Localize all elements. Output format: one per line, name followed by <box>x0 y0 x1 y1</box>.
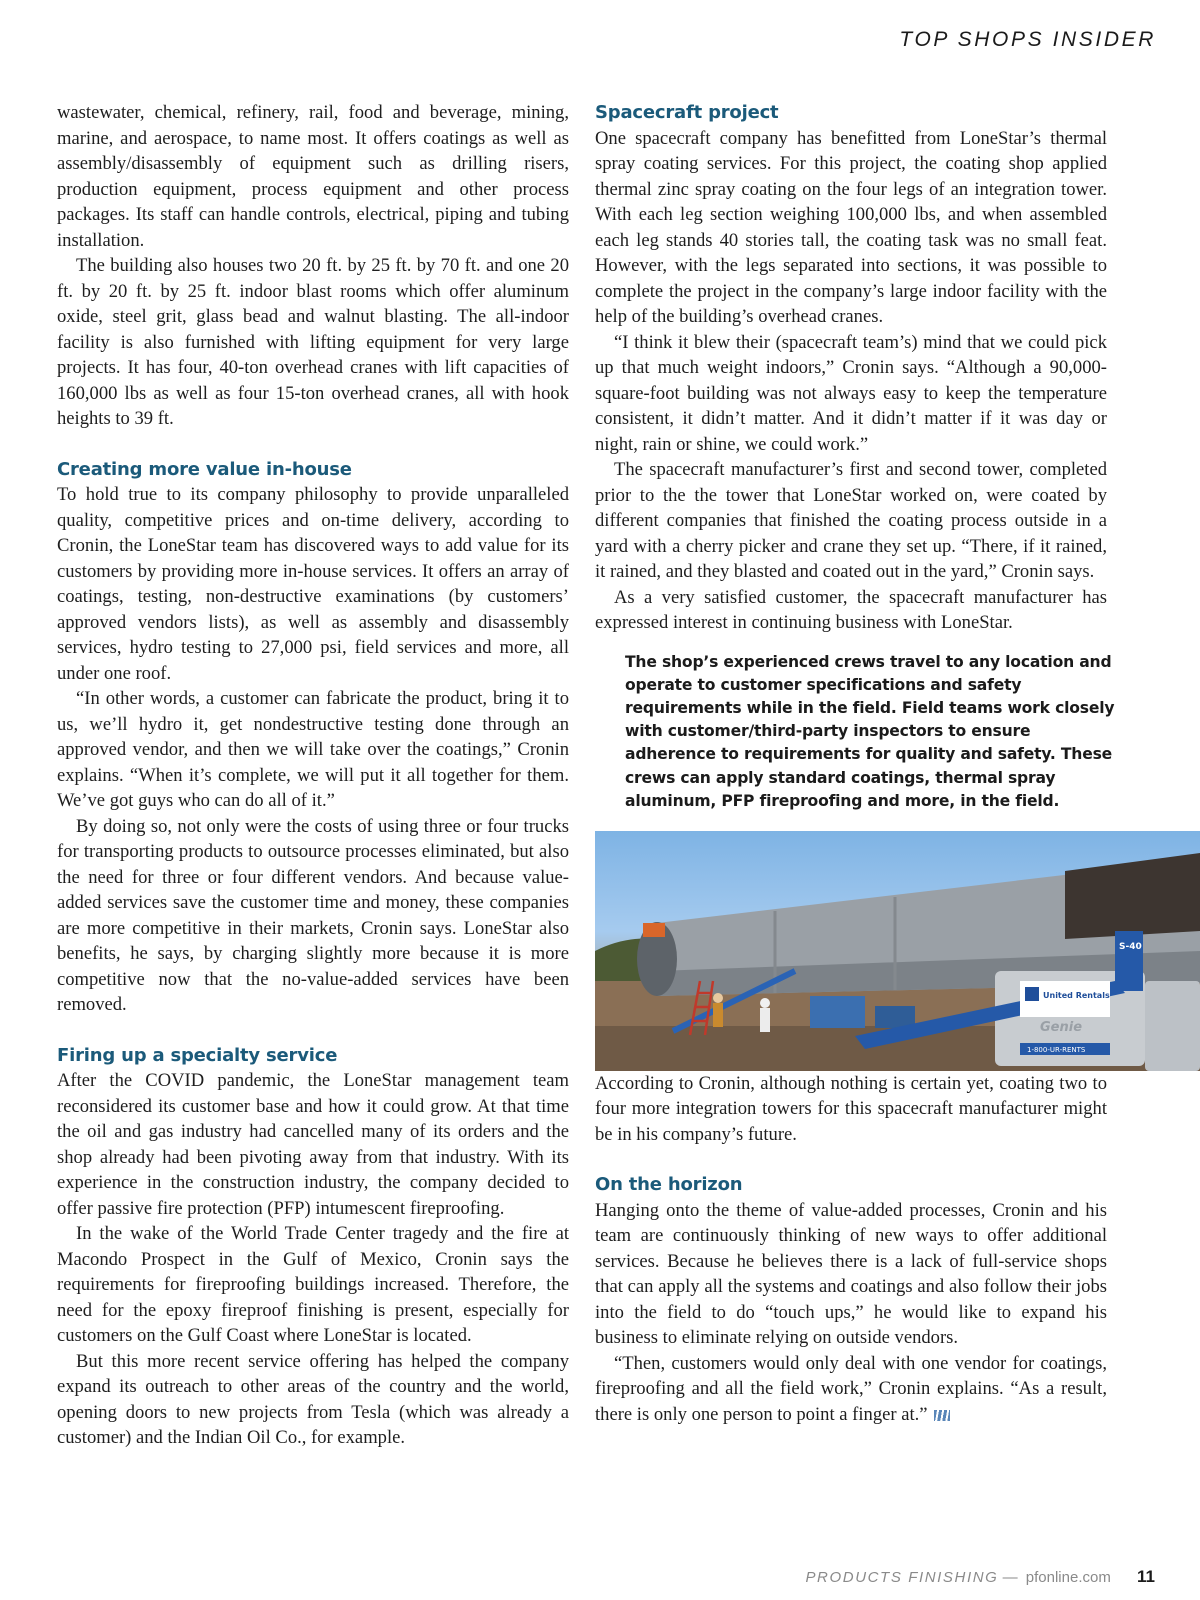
section-heading-firing: Firing up a specialty service <box>57 1044 338 1066</box>
body-paragraph: In the wake of the World Trade Center tragedy and the fire at Macondo Prospect in the Gulf of Mexico, Cronin says the requirements for fireproofing buildings increased. Therefore, the need for the epoxy fireproof finishing is present, especially for customers on the Gulf Coast where LoneStar is located. <box>57 1223 569 1346</box>
footer-separator: — <box>1002 1569 1018 1586</box>
section-heading-spacecraft: Spacecraft project <box>595 102 779 123</box>
final-paragraph <box>595 1351 1107 1428</box>
left-column <box>57 100 569 1451</box>
page-number: 11 <box>1137 1567 1155 1586</box>
sign-brand: United Rentals <box>1043 990 1110 1000</box>
photo-illustration <box>595 831 1200 1071</box>
body-paragraph: The building also houses two 20 ft. by 25 ft. by 70 ft. and one 20 ft. by 20 ft. by 25 ft. indoor blast rooms which offer aluminum oxide, steel grit, glass bead and walnut blasting. The all-indoor facility is also furnished with lifting equipment for very large projects. It has four, 40-ton overhead cranes with lift capacities of 160,000 lbs as well as four 15-ton overhead cranes, all with hook heights to 39 ft. <box>57 255 569 429</box>
body-paragraph: But this more recent service offering has helped the company expand its outreach to other areas of the country and the world, opening doors to new projects from Tesla (which was already a customer) and the Indian Oil Co., for example. <box>57 1350 569 1448</box>
body-paragraph: One spacecraft company has benefitted from LoneStar’s thermal spray coating services. For this project, the coating shop applied thermal zinc spray coating on the four legs of an integration tower. With each leg section weighing 100,000 lbs, and when assembled each leg stands 40 stories tall, the coating task was no small feat. However, with the legs separated into sections, it was possible to complete the project in the company’s large indoor facility with the help of the building’s overhead cranes. <box>595 127 1107 327</box>
right-column <box>595 100 1142 1427</box>
final-paragraph-text: “Then, customers would only deal with one vendor for coatings, fireproofing and all the field work,” Cronin explains. “As a result, there is only one person to point a finger at.” <box>595 1352 1107 1425</box>
body-paragraph: Hanging onto the theme of value-added processes, Cronin and his team are continuously thinking of new ways to offer additional services. Because he believes there is a lack of full-service shops that can apply all the systems and coatings and also follow their jobs into the field to do “touch ups,” he would like to expand his business to eliminate relying on outside vendors. <box>595 1199 1107 1349</box>
footer-magazine: PRODUCTS FINISHING <box>805 1569 999 1586</box>
page-footer <box>805 1567 1155 1587</box>
body-paragraph: wastewater, chemical, refinery, rail, food and beverage, mining, marine, and aerospace, to name most. It offers coatings as well as assembly/disassembly of equipment such as drilling risers, production equipment, process equipment and other process packages. Its staff can handle controls, electrical, piping and tubing installation. <box>57 102 569 251</box>
body-paragraph: The spacecraft manufacturer’s first and second tower, completed prior to the the tower that LoneStar worked on, were coated by different companies that finished the coating process outside in a yard with a cherry picker and crane they set up. “There, if it rained, it rained, and they blasted and coated out in the yard,” Cronin says. <box>595 459 1107 582</box>
photo-caption: The shop’s experienced crews travel to any location and operate to customer specifications and safety requirements while in the field. Field teams work closely with customer/third-party inspectors to ensure adherence to requirements for quality and safety. These crews can apply standard coatings, thermal spray aluminum, PFP fireproofing and more, in the field. <box>625 652 1115 810</box>
rusty-pipe <box>1065 853 1200 939</box>
body-paragraph: To hold true to its company philosophy to provide unparalleled quality, competitive prices and on-time delivery, according to Cronin, the LoneStar team has discovered ways to add value for its customers by providing more in-house services. It offers an array of coatings, testing, non-destructive examinations (by customers’ approved vendors lists), as well as assembly and disassembly services, hydro testing to 27,000 psi, field services and more, all under one roof. <box>57 484 569 684</box>
rental-sign-logo <box>1025 987 1039 1001</box>
section-heading-value: Creating more value in-house <box>57 458 352 480</box>
generator <box>1145 981 1200 1071</box>
body-paragraph: By doing so, not only were the costs of using three or four trucks for transporting products to outsource processes eliminated, but also the need for three or four different vendors. And because value-added services save the customer time and money, these companies are more competitive in their markets, Cronin says. LoneStar also benefits, he says, by charging slightly more because it is more competitive now that the no-value-added services have been removed. <box>57 815 569 1015</box>
end-mark-icon <box>934 1410 950 1421</box>
sign-logo: Genie <box>1040 1019 1083 1035</box>
body-paragraph: According to Cronin, although nothing is certain yet, coating two to four more integration towers for this spacecraft manufacturer might be in his company’s future. <box>595 1072 1107 1145</box>
lift-label: S-40 <box>1119 941 1142 952</box>
footer-website[interactable]: pfonline.com <box>1025 1569 1111 1586</box>
lift-mast <box>1115 931 1143 991</box>
field-crew-photo <box>595 831 1200 1071</box>
body-paragraph: As a very satisfied customer, the spacecraft manufacturer has expressed interest in continuing business with LoneStar. <box>595 586 1107 633</box>
running-head: TOP SHOPS INSIDER <box>899 28 1156 51</box>
section-heading-horizon: On the horizon <box>595 1174 743 1196</box>
lift-basket <box>643 923 665 937</box>
body-paragraph: “I think it blew their (spacecraft team’s) mind that we could pick up that much weight indoors,” Cronin says. “Although a 90,000-square-foot building was not always easy to keep the temperature consistent, it didn’t matter. And it didn’t matter if it was day or night, rain or shine, we could work.” <box>595 331 1107 455</box>
blue-machine <box>810 996 865 1028</box>
body-paragraph: After the COVID pandemic, the LoneStar management team reconsidered its customer base and how it could grow. At that time the oil and gas industry had cancelled many of its orders and the shop already had been pivoting away from that industry. With its experience in the construction industry, the company decided to offer passive fire protection (PFP) intumescent fireproofing. <box>57 1070 569 1219</box>
sign-phone: 1-800-UR-RENTS <box>1027 1045 1086 1054</box>
body-paragraph: “In other words, a customer can fabricate the product, bring it to us, we’ll hydro it, get nondestructive testing done through an approved vendor, and then we will take over the coatings,” Cronin explains. “When it’s complete, we will put it all together for them. We’ve got guys who can do all of it.” <box>57 688 569 811</box>
